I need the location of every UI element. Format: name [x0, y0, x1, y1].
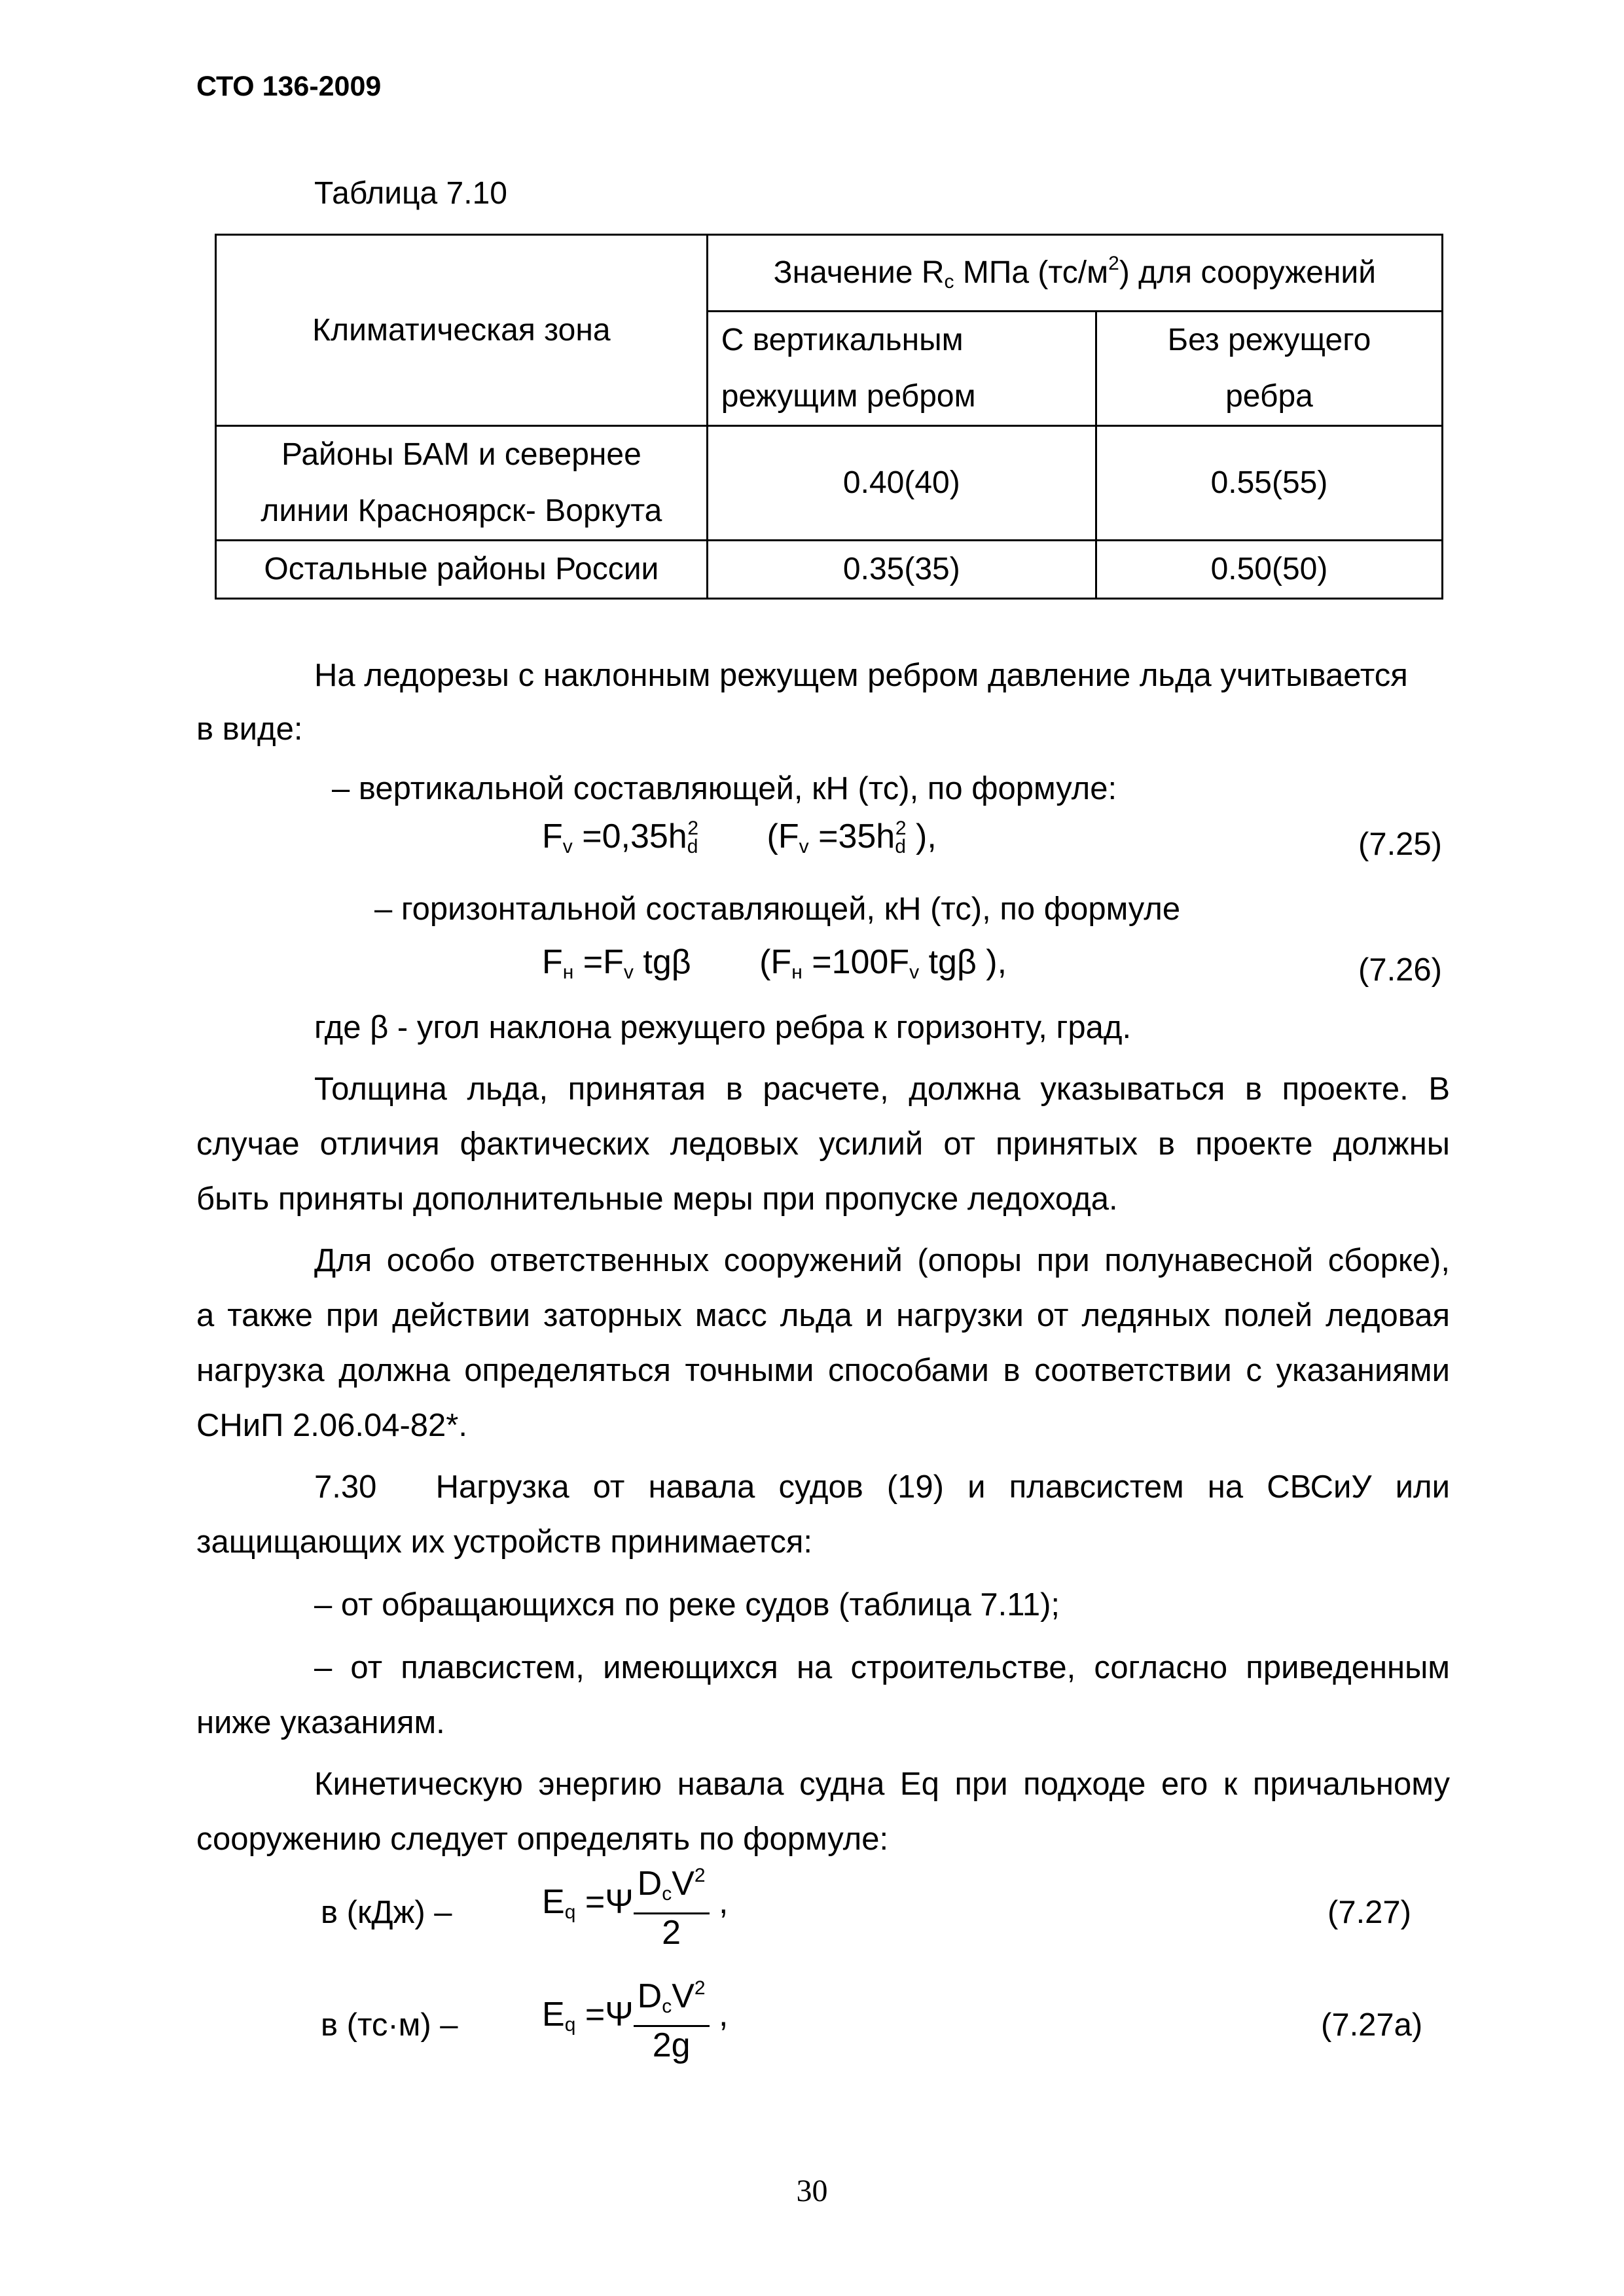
zone-cell: Остальные районы России: [216, 541, 708, 599]
list-item-floating-systems-l2: ниже указаниям.: [196, 1705, 445, 1740]
value-cell: 0.50(50): [1096, 541, 1442, 599]
paragraph-kinetic-energy-l2: сооружению следует определять по формуле:: [196, 1821, 889, 1857]
list-item-horizontal: – горизонтальной составляющей, кН (тс), по формуле: [374, 891, 1181, 927]
table-header-row: [216, 235, 1443, 312]
formula-7-27a-label: в (тс·м) –: [321, 2007, 458, 2043]
header-rc-value: Значение $R_c$ МПа $(тс/м^2)$ для сооружений: [707, 235, 1442, 312]
formula-number-7-25: (7.25): [1358, 827, 1443, 862]
paragraph-ice-thickness-l2: случае отличия фактических ледовых усилий от принятых в проекте должны: [196, 1126, 1450, 1162]
clause-7-30-l2: защищающих их устройств принимается:: [196, 1524, 813, 1560]
document-code: СТО 136-2009: [196, 71, 382, 102]
header-vertical-edge: С вертикальным режущим ребром: [707, 312, 1096, 426]
value-cell: 0.35(35): [707, 541, 1096, 599]
table-row: [216, 541, 1443, 599]
list-item-vertical: – вертикальной составляющей, кН (тс), по формуле:: [332, 771, 1117, 806]
formula-number-7-26: (7.26): [1358, 952, 1443, 988]
formula-7-27: $E_q =\Psi$ $\frac{D_cV^2}{2}$ ,: [542, 1857, 728, 1951]
paragraph-kinetic-energy-l1: Кинетическую энергию навала судна Eq при подходе его к причальному: [314, 1767, 1450, 1802]
rc-values-table: [215, 234, 1443, 600]
formula-number-7-27: (7.27): [1327, 1895, 1412, 1930]
paragraph-critical-structures-l4: СНиП 2.06.04-82*.: [196, 1408, 467, 1443]
formula-7-27a: $E_q =\Psi$ $\frac{D_cV^2}{2g}$ ,: [542, 1970, 728, 2064]
paragraph-ice-breakers: На ледорезы с наклонным режущем ребром давление льда учитывается: [314, 658, 1408, 693]
zone-cell: Районы БАМ и севернее линии Красноярск- Воркута: [216, 426, 708, 541]
formula-7-25: $F_v =0,35h_d^2$ ($F_v =35h_d^2$ ),: [542, 817, 937, 857]
value-cell: 0.55(55): [1096, 426, 1442, 541]
clause-7-30-l1: 7.30 Нагрузка от навала судов (19) и плавсистем на СВСиУ или: [314, 1469, 1450, 1505]
header-climate-zone: Климатическая зона: [216, 235, 708, 426]
table-row: [216, 426, 1443, 541]
beta-definition: где β - угол наклона режущего ребра к горизонту, град.: [314, 1010, 1132, 1045]
value-cell: 0.40(40): [707, 426, 1096, 541]
formula-7-26: $F_н =F_v$ tgβ ($F_н =100F_v$ tgβ ),: [542, 943, 1007, 983]
paragraph-critical-structures-l3: нагрузка должна определяться точными способами в соответствии с указаниями: [196, 1353, 1450, 1388]
page-number: 30: [796, 2174, 828, 2208]
paragraph-ice-thickness-l3: быть приняты дополнительные меры при пропуске ледохода.: [196, 1181, 1118, 1217]
list-item-ships: – от обращающихся по реке судов (таблица 7.11);: [314, 1587, 1060, 1623]
paragraph-critical-structures-l1: Для особо ответственных сооружений (опоры при полунавесной сборке),: [314, 1243, 1450, 1278]
paragraph-ice-breakers-cont: в виде:: [196, 711, 303, 747]
paragraph-critical-structures-l2: а также при действии заторных масс льда и нагрузки от ледяных полей ледовая: [196, 1298, 1450, 1333]
list-item-floating-systems-l1: – от плавсистем, имеющихся на строительстве, согласно приведенным: [314, 1650, 1450, 1685]
formula-7-27-label: в (кДж) –: [321, 1895, 452, 1930]
formula-number-7-27a: (7.27а): [1321, 2007, 1423, 2043]
paragraph-ice-thickness-l1: Толщина льда, принятая в расчете, должна указываться в проекте. В: [314, 1071, 1450, 1107]
header-no-edge: Без режущего ребра: [1096, 312, 1442, 426]
table-caption: Таблица 7.10: [314, 176, 507, 211]
